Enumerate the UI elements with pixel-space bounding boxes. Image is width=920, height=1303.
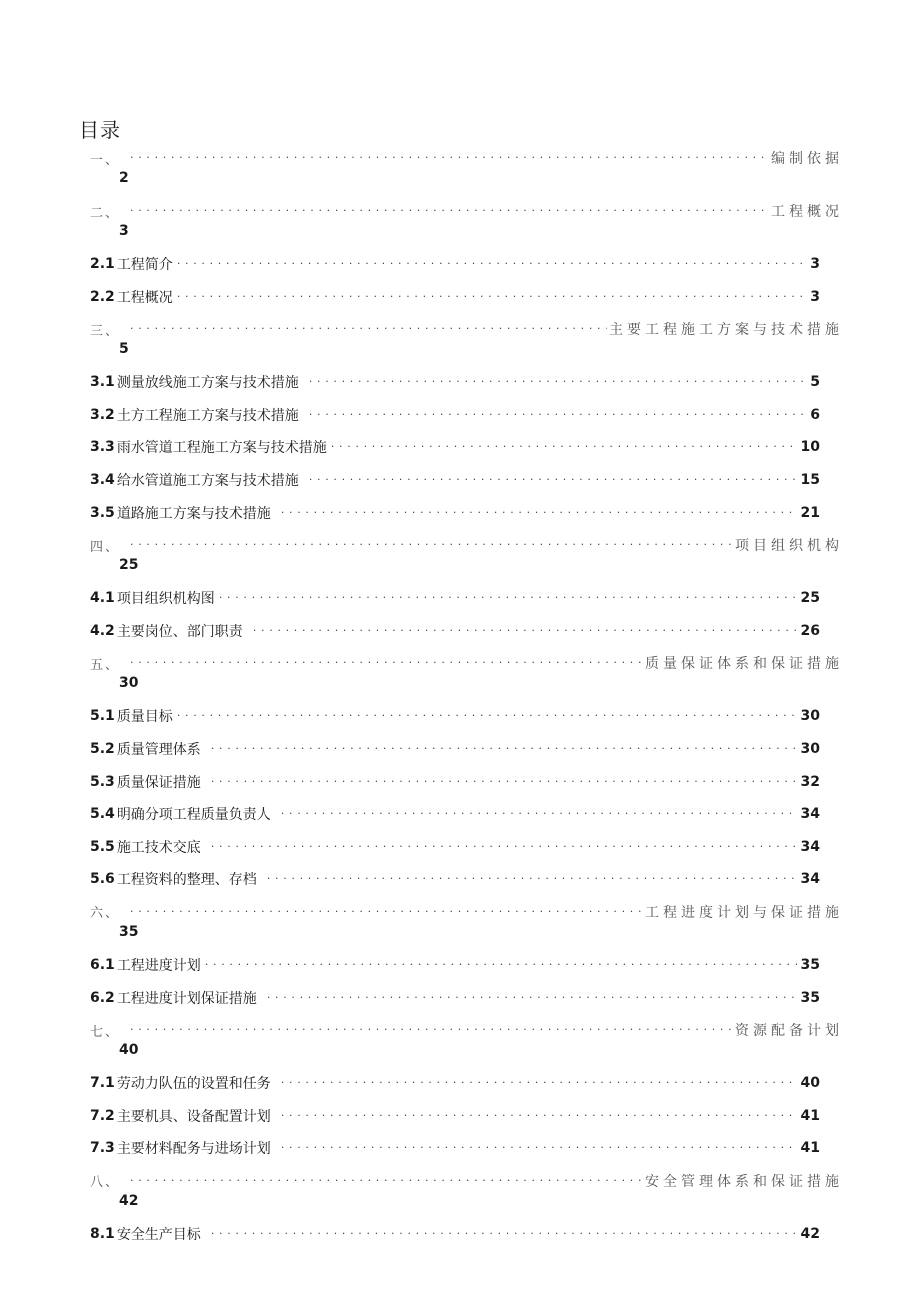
toc-entry-line	[90, 651, 843, 675]
toc-entry-line	[90, 199, 843, 223]
toc-entry-title: 质量保证体系和保证措施	[645, 656, 843, 673]
toc-entry-page-number: 32	[800, 773, 820, 790]
toc-entry-number: 六、	[90, 906, 121, 922]
toc-entry-title: 工程简介	[116, 257, 173, 273]
toc-entry-line	[90, 146, 843, 170]
toc-dot-leader	[130, 1018, 733, 1042]
toc-entry-number: 3.2	[90, 406, 115, 423]
toc-title: 目录	[79, 118, 121, 142]
toc-entry-line	[90, 1018, 843, 1042]
toc-section-entry[interactable]	[0, 986, 920, 1019]
toc-section-entry[interactable]	[0, 737, 920, 770]
toc-entry-title: 雨水管道工程施工方案与技术措施	[116, 440, 327, 457]
toc-dot-leader	[211, 737, 797, 761]
toc-entry-title: 劳动力队伍的设置和任务	[116, 1076, 271, 1093]
toc-dot-leader	[177, 285, 806, 309]
toc-entry-line	[90, 533, 843, 557]
toc-entry-page-number: 30	[800, 740, 820, 757]
toc-entry-page-number: 3	[810, 256, 820, 272]
toc-entry-title: 项目组织机构图	[116, 591, 215, 608]
toc-entry-line	[90, 737, 820, 761]
toc-entry-number: 6.2	[90, 989, 115, 1006]
toc-entry-line	[90, 704, 820, 728]
toc-chapter-entry[interactable]	[0, 1018, 920, 1071]
toc-dot-leader	[177, 704, 797, 728]
toc-section-entry[interactable]	[0, 835, 920, 868]
toc-section-entry[interactable]	[0, 802, 920, 835]
toc-dot-leader	[211, 1222, 797, 1246]
toc-entry-line	[90, 1104, 820, 1128]
toc-entry-page-number: 3	[810, 288, 820, 305]
toc-entry-page-number: 3	[119, 223, 129, 239]
toc-dot-leader	[281, 1071, 797, 1095]
toc-entry-title: 工程概况	[771, 204, 843, 220]
toc-dot-leader	[281, 1104, 797, 1128]
toc-entry-title: 资源配备计划	[735, 1023, 843, 1040]
toc-entry-page-number: 10	[800, 439, 820, 456]
toc-dot-leader	[130, 533, 733, 557]
toc-entry-number: 八、	[90, 1175, 121, 1191]
toc-dot-leader	[309, 468, 797, 492]
toc-section-entry[interactable]	[0, 1136, 920, 1169]
toc-entry-number: 5.1	[90, 708, 115, 725]
toc-entry-page-number: 35	[800, 956, 820, 973]
toc-entry-number: 5.4	[90, 806, 115, 823]
toc-chapter-entry[interactable]	[0, 146, 920, 199]
toc-entry-line	[90, 435, 820, 459]
toc-chapter-entry[interactable]	[0, 651, 920, 704]
toc-entry-title: 主要工程施工方案与技术措施	[609, 322, 843, 339]
toc-entry-title: 主要岗位、部门职责	[116, 623, 243, 640]
toc-entry-number: 2.1	[90, 256, 115, 272]
toc-entry-page-number: 25	[800, 590, 820, 607]
toc-entry-number: 6.1	[90, 956, 115, 973]
toc-entry-line	[90, 986, 820, 1010]
toc-dot-leader	[267, 986, 797, 1010]
toc-entry-page-number: 42	[800, 1225, 820, 1242]
toc-entry-title: 安全生产目标	[116, 1226, 201, 1243]
toc-entry-page-number: 26	[800, 622, 820, 639]
toc-entry-number: 二、	[90, 205, 121, 221]
toc-entry-number: 2.2	[90, 288, 115, 305]
toc-entry-title: 质量保证措施	[116, 774, 201, 791]
toc-dot-leader	[281, 501, 797, 525]
toc-entry-line	[90, 501, 820, 525]
toc-entry-number: 5.3	[90, 773, 115, 790]
toc-dot-leader	[211, 835, 797, 859]
toc-entry-title: 工程进度计划	[116, 957, 201, 974]
toc-entry-number: 7.1	[90, 1075, 115, 1092]
toc-dot-leader	[130, 199, 769, 223]
toc-entry-line	[90, 835, 820, 859]
toc-dot-leader	[309, 370, 806, 394]
toc-section-entry[interactable]	[0, 867, 920, 900]
toc-dot-leader	[331, 435, 797, 459]
toc-entry-title: 工程资料的整理、存档	[116, 872, 257, 889]
toc-entry-line	[90, 953, 820, 977]
toc-entry-title: 施工技术交底	[116, 839, 201, 856]
toc-section-entry[interactable]	[0, 1222, 920, 1255]
toc-entry-page-number: 42	[119, 1192, 139, 1209]
toc-chapter-entry[interactable]	[0, 900, 920, 953]
toc-entry-number: 5.2	[90, 740, 115, 757]
toc-entry-line	[90, 403, 820, 427]
toc-dot-leader	[130, 146, 769, 170]
toc-entry-page-number: 30	[119, 675, 139, 692]
toc-dot-leader	[219, 586, 797, 610]
toc-chapter-entry[interactable]	[0, 199, 920, 252]
toc-entry-line	[90, 1169, 843, 1193]
toc-entry-page-number: 5	[119, 341, 129, 358]
toc-entry-number: 7.2	[90, 1107, 115, 1124]
toc-entry-title: 工程进度计划与保证措施	[645, 904, 843, 921]
toc-entry-title: 土方工程施工方案与技术措施	[116, 407, 299, 424]
toc-entry-page-number: 41	[800, 1140, 820, 1157]
toc-entry-page-number: 25	[119, 557, 139, 574]
toc-entry-line	[90, 370, 820, 394]
toc-chapter-entry[interactable]	[0, 317, 920, 370]
toc-entry-line	[90, 1136, 820, 1160]
toc-entry-page-number: 40	[800, 1075, 820, 1092]
toc-section-entry[interactable]	[0, 704, 920, 737]
toc-entry-page-number: 21	[800, 504, 820, 521]
toc-entry-line	[90, 900, 843, 924]
toc-section-entry[interactable]	[0, 586, 920, 619]
toc-entry-page-number: 40	[119, 1042, 139, 1059]
toc-entry-title: 道路施工方案与技术措施	[116, 505, 271, 522]
toc-entry-title: 质量目标	[116, 709, 173, 726]
toc-entry-page-number: 35	[800, 989, 820, 1006]
toc-entry-line	[90, 1222, 820, 1246]
toc-entry-page-number: 35	[119, 923, 139, 940]
toc-dot-leader	[130, 1169, 643, 1193]
toc-entry-page-number: 30	[800, 708, 820, 725]
toc-entry-line	[90, 285, 820, 309]
toc-section-entry[interactable]	[0, 403, 920, 436]
toc-entry-number: 4.1	[90, 590, 115, 607]
toc-entry-number: 3.5	[90, 504, 115, 521]
toc-dot-leader	[281, 802, 797, 826]
toc-entry-page-number: 6	[810, 406, 820, 423]
toc-entry-number: 5.6	[90, 871, 115, 888]
toc-entry-number: 五、	[90, 657, 121, 673]
toc-section-entry[interactable]	[0, 501, 920, 534]
toc-entry-page-number: 34	[800, 806, 820, 823]
toc-entry-title: 给水管道施工方案与技术措施	[116, 472, 299, 489]
toc-section-entry[interactable]	[0, 370, 920, 403]
toc-entry-number: 三、	[90, 323, 121, 339]
toc-entry-number: 3.1	[90, 374, 115, 391]
toc-entry-title: 项目组织机构	[735, 538, 843, 555]
toc-entry-page-number: 41	[800, 1107, 820, 1124]
toc-dot-leader	[130, 317, 607, 341]
toc-entry-number: 一、	[90, 152, 121, 168]
toc-section-entry[interactable]	[0, 953, 920, 986]
toc-entry-line	[90, 586, 820, 610]
table-of-contents	[0, 146, 920, 1254]
toc-section-entry[interactable]	[0, 435, 920, 468]
toc-entry-title: 工程进度计划保证措施	[116, 990, 257, 1007]
toc-entry-line	[90, 317, 843, 341]
toc-entry-page-number: 2	[119, 170, 129, 186]
toc-entry-number: 8.1	[90, 1225, 115, 1242]
toc-entry-number: 3.4	[90, 471, 115, 488]
toc-entry-page-number: 5	[810, 374, 820, 391]
toc-dot-leader	[281, 1136, 797, 1160]
toc-entry-title: 明确分项工程质量负责人	[116, 807, 271, 824]
toc-section-entry[interactable]	[0, 285, 920, 318]
toc-entry-title: 主要机具、设备配置计划	[116, 1108, 271, 1125]
toc-entry-page-number: 34	[800, 871, 820, 888]
toc-entry-page-number: 34	[800, 838, 820, 855]
toc-entry-number: 7.3	[90, 1140, 115, 1157]
toc-section-entry[interactable]	[0, 1104, 920, 1137]
toc-entry-title: 质量管理体系	[116, 741, 201, 758]
toc-chapter-entry[interactable]	[0, 1169, 920, 1222]
toc-dot-leader	[205, 953, 797, 977]
toc-entry-page-number: 15	[800, 471, 820, 488]
toc-entry-title: 主要材料配务与进场计划	[116, 1141, 271, 1158]
toc-dot-leader	[267, 867, 797, 891]
toc-entry-line	[90, 867, 820, 891]
toc-entry-line	[90, 802, 820, 826]
toc-dot-leader	[130, 900, 643, 924]
toc-dot-leader	[130, 651, 643, 675]
toc-entry-number: 七、	[90, 1024, 121, 1040]
toc-entry-number: 四、	[90, 539, 121, 555]
toc-entry-number: 5.5	[90, 838, 115, 855]
toc-entry-number: 4.2	[90, 622, 115, 639]
toc-dot-leader	[309, 403, 806, 427]
toc-dot-leader	[211, 770, 797, 794]
toc-entry-title: 安全管理体系和保证措施	[645, 1173, 843, 1190]
toc-entry-title: 测量放线施工方案与技术措施	[116, 375, 299, 392]
toc-entry-line	[90, 468, 820, 492]
toc-dot-leader	[253, 619, 797, 643]
toc-section-entry[interactable]	[0, 468, 920, 501]
toc-section-entry[interactable]	[0, 619, 920, 652]
toc-entry-line	[90, 252, 820, 276]
toc-entry-title: 编制依据	[771, 151, 843, 167]
toc-entry-title: 工程概况	[116, 289, 173, 306]
toc-section-entry[interactable]	[0, 770, 920, 803]
toc-dot-leader	[177, 252, 806, 276]
toc-entry-number: 3.3	[90, 439, 115, 456]
toc-section-entry[interactable]	[0, 1071, 920, 1104]
toc-entry-line	[90, 770, 820, 794]
toc-entry-line	[90, 1071, 820, 1095]
toc-entry-line	[90, 619, 820, 643]
toc-chapter-entry[interactable]	[0, 533, 920, 586]
toc-section-entry[interactable]	[0, 252, 920, 285]
